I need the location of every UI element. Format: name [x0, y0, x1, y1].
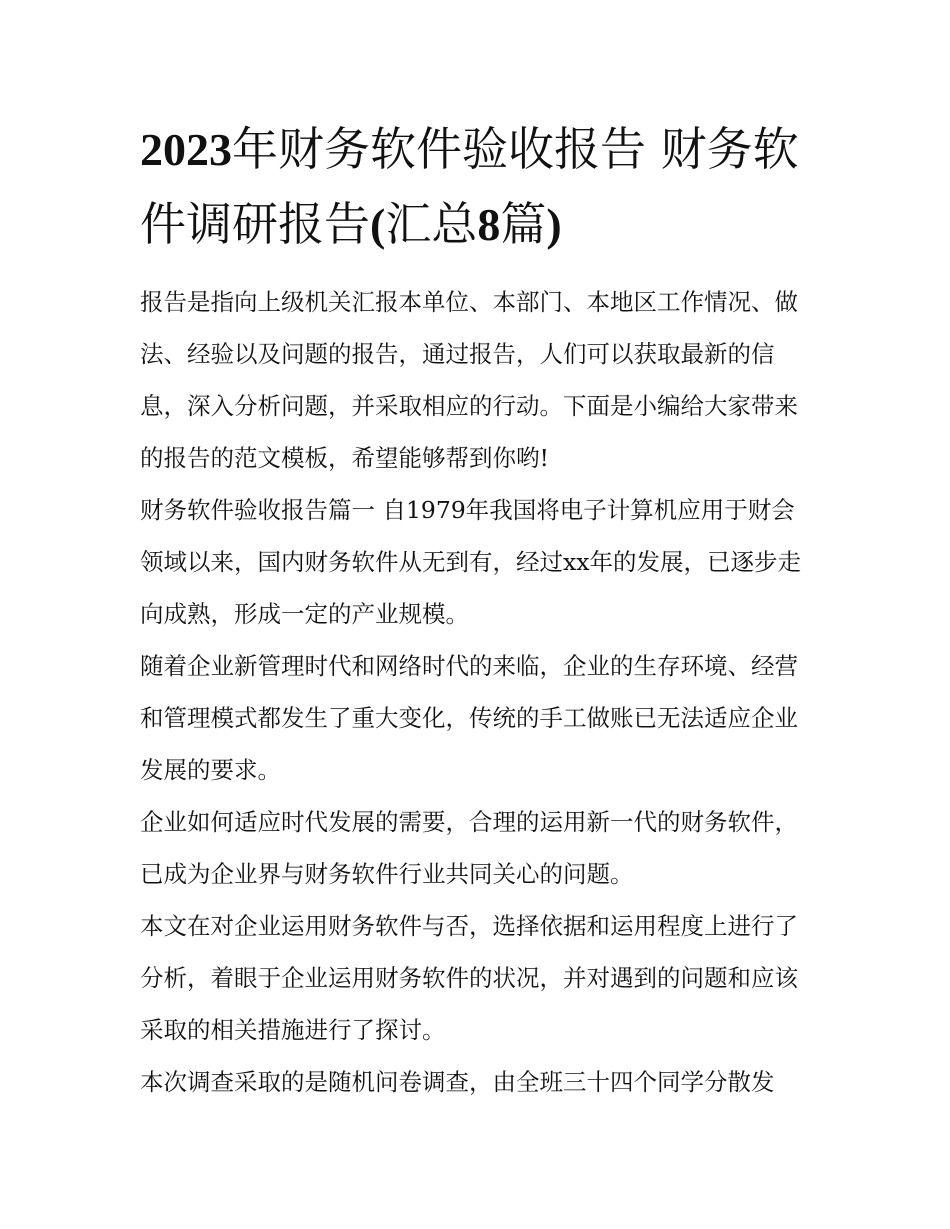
paragraph-intro: 报告是指向上级机关汇报本单位、本部门、本地区工作情况、做法、经验以及问题的报告，通过报告，人们可以获取最新的信息，深入分析问题，并采取相应的行动。下面是小编给大家带来的报告的范文模板，希望能够帮到你哟! — [140, 288, 798, 472]
document-title — [140, 112, 815, 262]
paragraph-question: 企业如何适应时代发展的需要，合理的运用新一代的财务软件，已成为企业界与财务软件行业共同关心的问题。 — [140, 808, 798, 888]
title-part-3: 汇总 — [385, 197, 478, 251]
title-part-2: ( — [370, 199, 386, 250]
paragraph-environment: 随着企业新管理时代和网络时代的来临，企业的生存环境、经营和管理模式都发生了重大变化，传统的手工做账已无法适应企业发展的要求。 — [140, 652, 798, 784]
title-part-1: 年财务软件验收报告 财务软件调研报告 — [140, 122, 799, 251]
paragraph-analysis: 本文在对企业运用财务软件与否，选择依据和运用程度上进行了分析，着眼于企业运用财务软件的状况，并对遇到的问题和应该采取的相关措施进行了探讨。 — [140, 912, 798, 1044]
title-part-0: 2023 — [140, 124, 232, 175]
title-part-6: ) — [546, 199, 562, 250]
paragraph-survey: 本次调查采取的是随机问卷调查，由全班三十四个同学分散发 — [140, 1068, 775, 1096]
title-part-4: 8 — [477, 199, 501, 250]
title-part-5: 篇 — [500, 197, 547, 251]
document-page — [140, 112, 815, 1108]
paragraph-history: 财务软件验收报告篇一 自1979年我国将电子计算机应用于财会领域以来，国内财务软件从无到有，经过xx年的发展，已逐步走向成熟，形成一定的产业规模。 — [140, 496, 802, 628]
